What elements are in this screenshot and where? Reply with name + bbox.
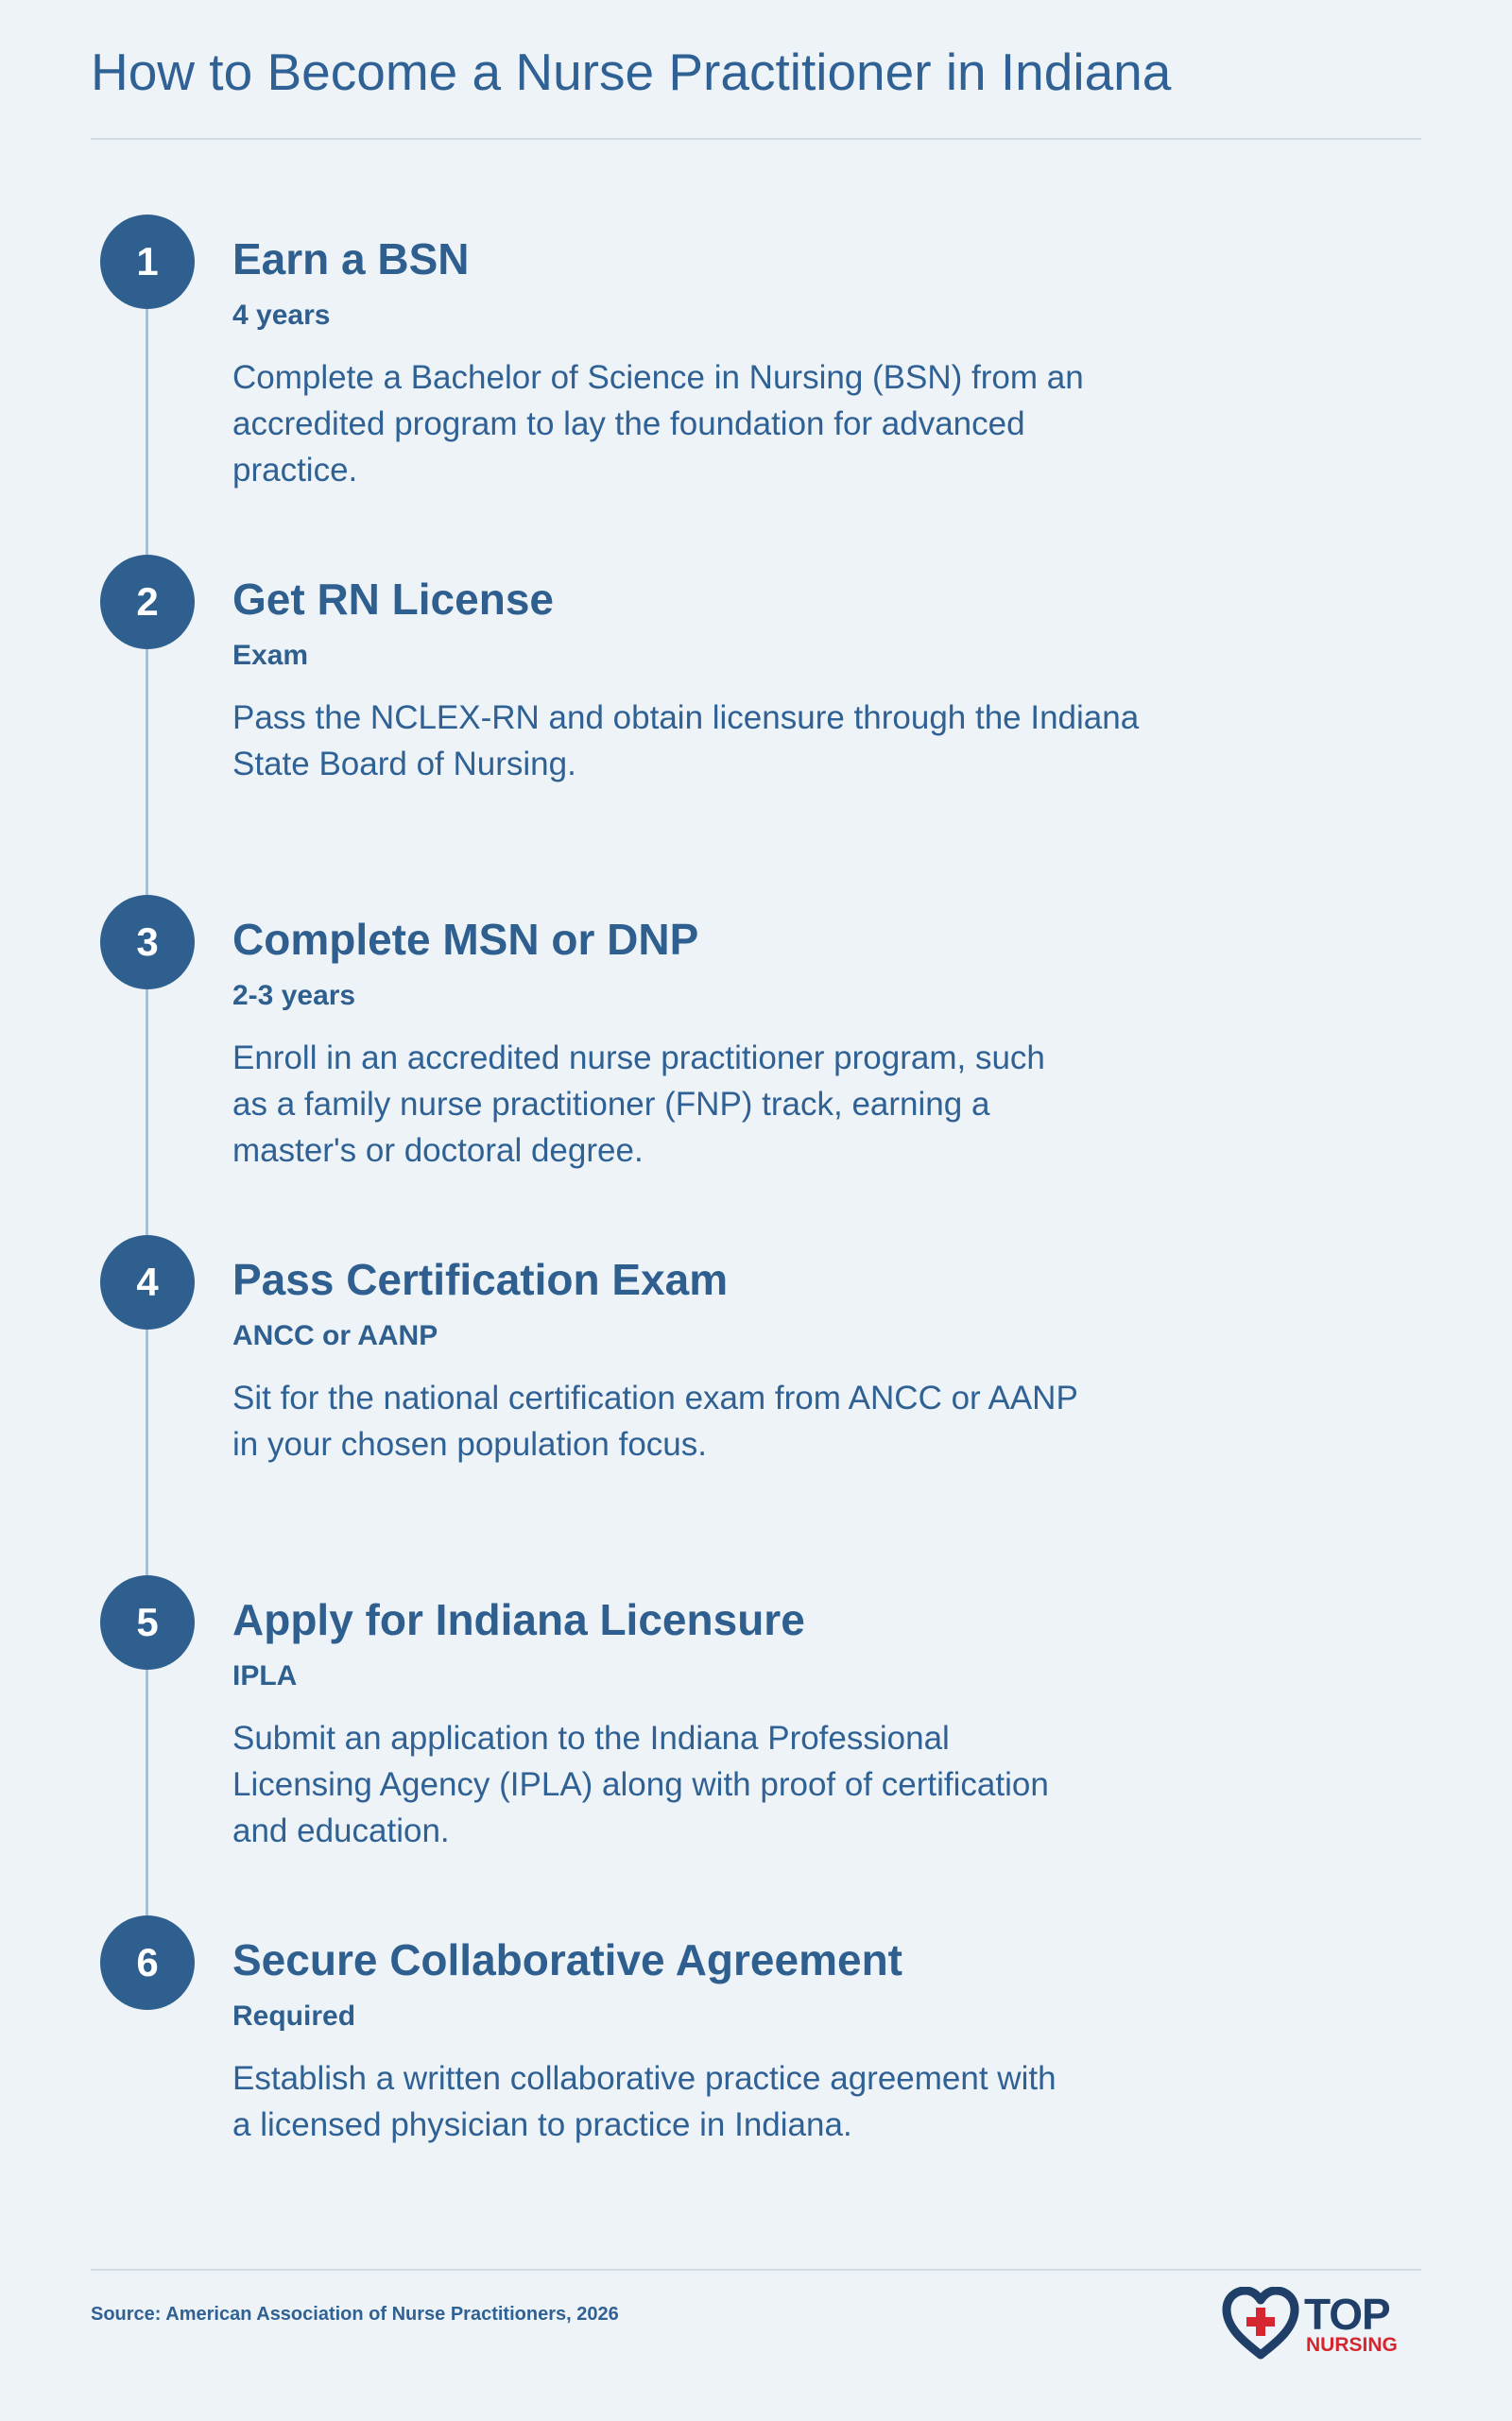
step-subtitle: 2-3 years <box>232 980 356 1011</box>
footer-divider <box>91 2269 1421 2271</box>
step-description <box>232 1035 1234 1174</box>
step-description-line: Submit an application to the Indiana Professional <box>232 1720 950 1757</box>
step-description-line: Complete a Bachelor of Science in Nursing (BSN) from an <box>232 359 1084 396</box>
heart-cross-icon <box>1221 2287 1300 2361</box>
step-description-line: as a family nurse practitioner (FNP) track, earning a <box>232 1086 990 1123</box>
step-description-line: in your chosen population focus. <box>232 1426 707 1463</box>
step-description-line: Sit for the national certification exam from ANCC or AANP <box>232 1380 1078 1417</box>
step-description-line: Establish a written collaborative practice agreement with <box>232 2060 1057 2097</box>
step-description-line: Enroll in an accredited nurse practitioner program, such <box>232 1039 1045 1076</box>
step-title: Complete MSN or DNP <box>232 915 699 964</box>
step-description <box>232 354 1234 493</box>
step-description-line: accredited program to lay the foundation for advanced <box>232 405 1025 442</box>
step-subtitle: ANCC or AANP <box>232 1320 438 1351</box>
step-description <box>232 695 1234 787</box>
timeline-line <box>146 265 148 1966</box>
step-title: Apply for Indiana Licensure <box>232 1595 805 1644</box>
header-divider <box>91 138 1421 140</box>
step-number-badge: 1 <box>100 215 195 309</box>
step-description-line: a licensed physician to practice in Indiana. <box>232 2106 852 2143</box>
step-description-line: State Board of Nursing. <box>232 746 576 782</box>
step-title: Secure Collaborative Agreement <box>232 1935 902 1984</box>
step-number-badge: 3 <box>100 895 195 989</box>
step-number-badge: 2 <box>100 555 195 649</box>
logo-wordmark-top: TOP <box>1304 2290 1390 2339</box>
step-subtitle: IPLA <box>232 1660 298 1691</box>
top-nursing-logo <box>1221 2285 1419 2361</box>
step-title: Pass Certification Exam <box>232 1255 729 1304</box>
step-description-line: practice. <box>232 452 358 489</box>
step-subtitle: Required <box>232 2000 356 2032</box>
step-description-line: Pass the NCLEX-RN and obtain licensure through the Indiana <box>232 699 1140 736</box>
step-description <box>232 2055 1234 2148</box>
step-description-line: Licensing Agency (IPLA) along with proof of certification <box>232 1766 1049 1803</box>
step-description-line: and education. <box>232 1812 450 1849</box>
page-title: How to Become a Nurse Practitioner in Indiana <box>91 43 1172 101</box>
step-number-badge: 4 <box>100 1235 195 1330</box>
logo-wordmark-bottom: NURSING <box>1306 2334 1398 2356</box>
step-description-line: master's or doctoral degree. <box>232 1132 644 1169</box>
step-title: Get RN License <box>232 575 554 624</box>
step-number-badge: 5 <box>100 1575 195 1670</box>
step-subtitle: Exam <box>232 640 309 671</box>
step-description <box>232 1375 1234 1468</box>
source-citation: Source: American Association of Nurse Practitioners, 2026 <box>91 2304 619 2325</box>
step-subtitle: 4 years <box>232 300 331 331</box>
step-title: Earn a BSN <box>232 234 470 283</box>
step-number-badge: 6 <box>100 1915 195 2010</box>
step-description <box>232 1715 1234 1854</box>
